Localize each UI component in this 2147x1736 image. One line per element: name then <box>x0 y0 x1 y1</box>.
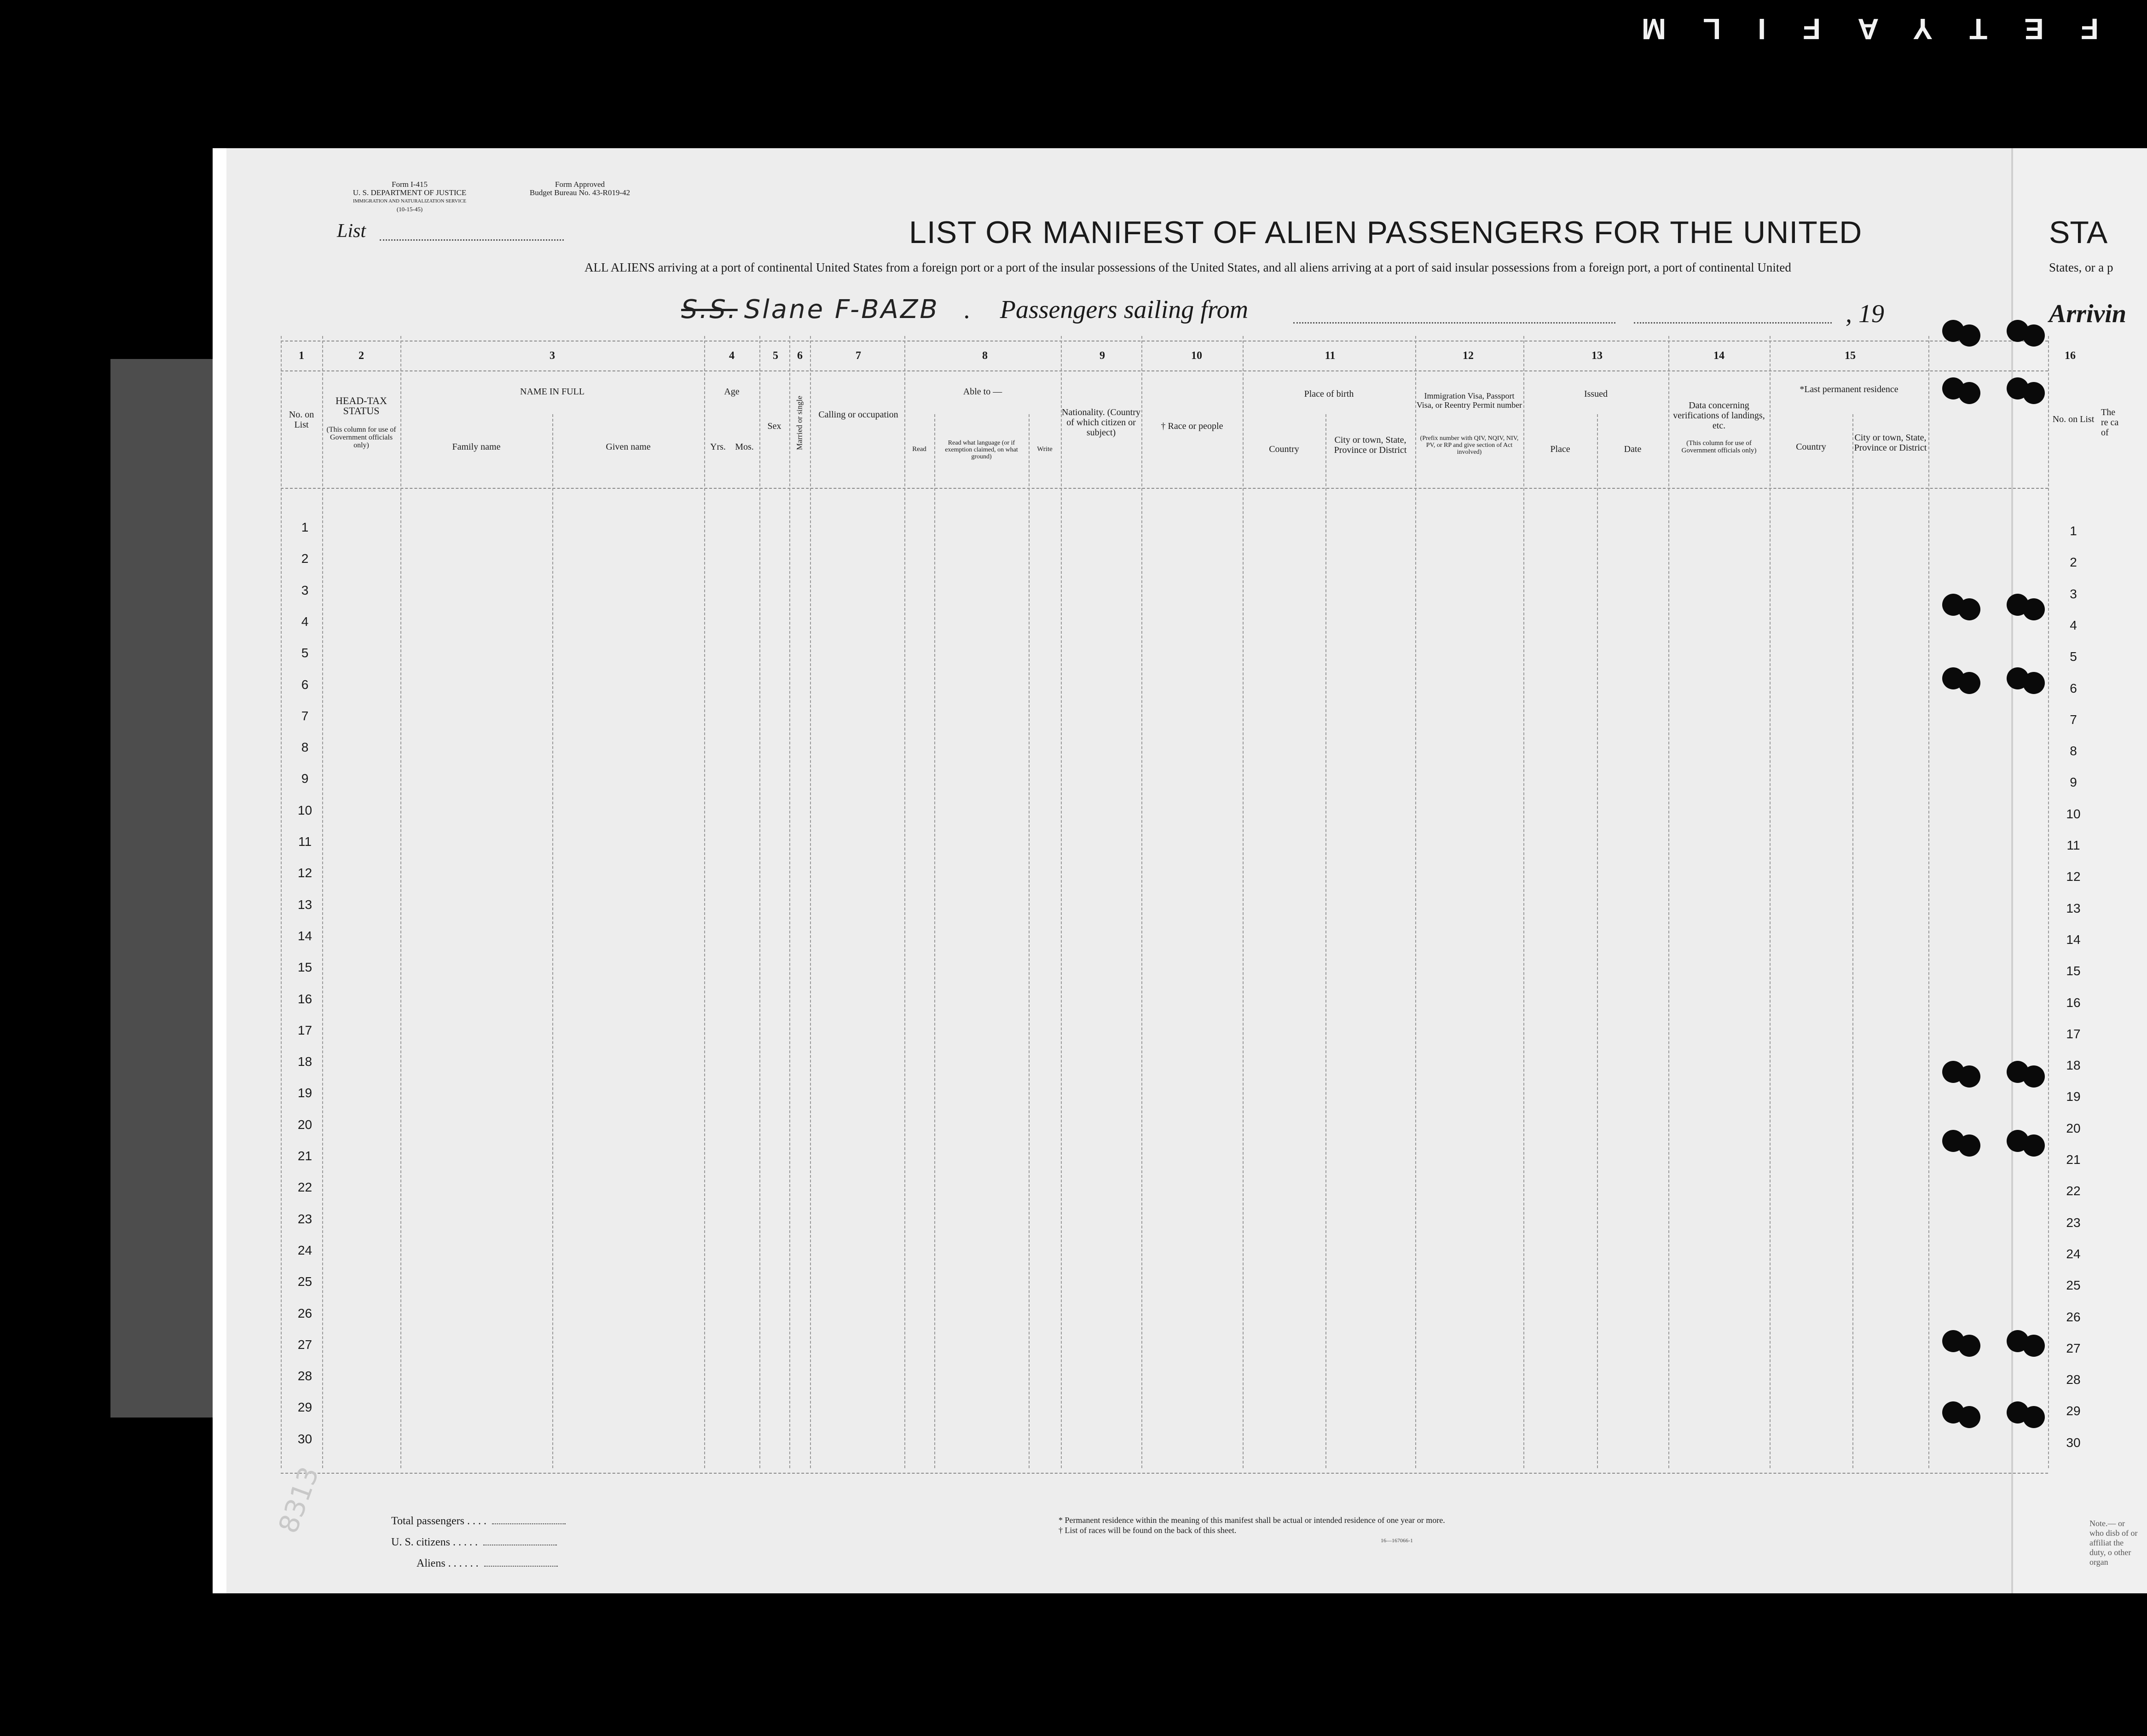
sailing-from: Passengers sailing from <box>1000 295 1249 324</box>
row-number: 24 <box>297 1243 313 1257</box>
budget: Budget Bureau No. 43-R019-42 <box>529 188 631 197</box>
punch-hole <box>1958 672 1980 694</box>
row-number: 20 <box>297 1117 313 1132</box>
punch-hole <box>2023 324 2045 347</box>
row-number-right: 25 <box>2066 1278 2081 1293</box>
col-number: 2 <box>359 350 364 362</box>
header-residence-country: Country <box>1796 442 1826 452</box>
row-number-right: 24 <box>2066 1246 2081 1261</box>
header-read: Read <box>912 446 926 453</box>
header-family-name: Family name <box>452 442 501 452</box>
punch-hole <box>1958 598 1980 620</box>
row-number-right: 2 <box>2070 555 2077 570</box>
row-number: 14 <box>297 928 313 943</box>
print-code: 16—167066-1 <box>1381 1537 1413 1544</box>
page-title: LIST OR MANIFEST OF ALIEN PASSENGERS FOR THE UNITED <box>909 215 1863 250</box>
arriving-label: Arrivin <box>2049 300 2127 328</box>
list-label: List <box>337 220 366 242</box>
form-approval <box>511 180 649 197</box>
col-number: 11 <box>1325 350 1336 362</box>
row-number-right: 17 <box>2066 1026 2081 1041</box>
row-number: 3 <box>301 583 309 597</box>
row-number-right: 1 <box>2070 524 2077 538</box>
header-mos: Mos. <box>735 442 754 452</box>
ship-prefix: S.S. <box>681 295 738 324</box>
row-number-right: 7 <box>2070 712 2077 727</box>
row-number: 12 <box>297 866 313 880</box>
header-immigration-visa-note: (Prefix number with QIV, NQIV, NIV, PV, or RP and give section of Act involved) <box>1420 435 1519 456</box>
row-number-right: 27 <box>2066 1341 2081 1355</box>
row-number: 4 <box>301 614 309 629</box>
row-number-right: 9 <box>2070 775 2077 790</box>
form-info <box>331 180 488 214</box>
scan-bottom-margin <box>0 1593 2147 1736</box>
header-head-tax: HEAD-TAX STATUS <box>336 395 387 417</box>
punch-hole <box>1958 1406 1980 1428</box>
col-number: 1 <box>299 350 304 362</box>
header-birth-city: City or town, State, Province or District <box>1334 435 1407 455</box>
col-number: 9 <box>1100 350 1105 362</box>
row-number-right: 10 <box>2066 806 2081 821</box>
department: U. S. DEPARTMENT OF JUSTICE <box>353 188 467 197</box>
ship-line: S.S. Slane F-BAZB . Passengers sailing from <box>681 295 1249 324</box>
row-number: 8 <box>301 740 309 755</box>
page-edge <box>213 148 226 1593</box>
right-page-note: Note.— or who disb of or affiliat the duty, o other organ <box>2089 1519 2138 1567</box>
punch-hole <box>2023 1065 2045 1088</box>
row-number: 19 <box>297 1086 313 1100</box>
punch-hole <box>2023 1406 2045 1428</box>
row-number: 30 <box>297 1431 313 1446</box>
header-issued: Issued <box>1584 389 1608 399</box>
row-number-right: 19 <box>2066 1089 2081 1104</box>
row-number: 21 <box>297 1149 313 1163</box>
ship-name: Slane F-BAZB <box>744 295 939 324</box>
header-name-in-full: NAME IN FULL <box>520 387 584 397</box>
col-number: 3 <box>550 350 555 362</box>
header-read-language: Read what language (or if exemption claimed, on what ground) <box>945 440 1018 460</box>
form-date: (10-15-45) <box>396 206 423 213</box>
footnote-residence: * Permanent residence within the meaning of this manifest shall be actual or intended residence of one year or more. <box>1059 1516 1445 1525</box>
header-data-concerning: Data concerning verifications of landings, etc. <box>1673 400 1765 431</box>
row-number: 9 <box>301 771 309 786</box>
row-number: 2 <box>301 551 309 566</box>
row-number: 15 <box>297 960 313 975</box>
row-number-right: 15 <box>2066 964 2081 978</box>
row-number: 28 <box>297 1369 313 1383</box>
row-number: 23 <box>297 1211 313 1226</box>
punch-hole <box>2023 382 2045 404</box>
row-number: 6 <box>301 677 309 692</box>
aliens-label: Aliens <box>417 1557 446 1569</box>
subtitle-continued: States, or a p <box>2049 260 2113 274</box>
subtitle: ALL ALIENS arriving at a port of continental United States from a foreign port or a port of the insular possessions of the United States, and all aliens arriving at a port of said insular possessions from a foreign port, a port of continental United <box>584 260 1791 274</box>
header-last-residence: *Last permanent residence <box>1800 384 1898 394</box>
header-issued-date: Date <box>1624 444 1642 454</box>
row-number-right: 13 <box>2066 901 2081 915</box>
row-number: 18 <box>297 1054 313 1069</box>
stamp: 8313 <box>272 1463 325 1537</box>
row-number-right: 28 <box>2066 1372 2081 1387</box>
row-number: 1 <box>301 520 309 534</box>
header-race: † Race or people <box>1161 421 1223 431</box>
year: , 19 <box>1846 300 1884 328</box>
header-no-on-list-16: No. on List <box>2052 414 2095 424</box>
row-number: 25 <box>297 1274 313 1289</box>
punch-hole <box>1958 324 1980 347</box>
row-number: 13 <box>297 897 313 912</box>
col-number: 7 <box>856 350 861 362</box>
header-residence-city: City or town, State, Province or District <box>1854 433 1927 453</box>
punch-hole <box>1958 1134 1980 1157</box>
row-number-right: 26 <box>2066 1309 2081 1324</box>
header-data-concerning-note: (This column for use of Government officials only) <box>1681 440 1757 454</box>
row-number-right: 5 <box>2070 649 2077 664</box>
row-number-right: 30 <box>2066 1435 2081 1450</box>
row-number-right: 6 <box>2070 681 2077 695</box>
total-passengers-label: Total passengers <box>391 1515 464 1527</box>
row-number-right: 23 <box>2066 1215 2081 1230</box>
us-citizens-label: U. S. citizens <box>391 1536 450 1548</box>
list-line <box>380 239 564 241</box>
page-title-continued: STA <box>2049 215 2108 250</box>
film-strip-label: FETYAFILM <box>1604 12 2099 46</box>
row-number: 26 <box>297 1306 313 1320</box>
row-number: 17 <box>297 1023 313 1037</box>
header-birth-country: Country <box>1269 444 1299 454</box>
row-number-right: 16 <box>2066 995 2081 1010</box>
date-line <box>1634 322 1832 324</box>
punch-hole <box>2023 598 2045 620</box>
row-number-right: 11 <box>2066 838 2080 852</box>
approval: Form Approved <box>555 180 605 189</box>
header-sex: Sex <box>767 421 781 431</box>
header-no-on-list: No. on List <box>289 410 314 430</box>
row-number-right: 14 <box>2066 932 2081 947</box>
row-number: 5 <box>301 646 309 660</box>
row-number: 27 <box>297 1337 313 1352</box>
header-given-name: Given name <box>606 442 651 452</box>
row-number-right: 4 <box>2070 618 2077 632</box>
header-write: Write <box>1037 446 1053 453</box>
col-number: 12 <box>1463 350 1474 362</box>
row-number: 29 <box>297 1400 313 1415</box>
row-number-right: 29 <box>2066 1404 2081 1418</box>
sailing-line <box>1293 322 1615 324</box>
row-number-right: 8 <box>2070 744 2077 758</box>
col-number: 16 <box>2065 350 2076 362</box>
punch-hole <box>2023 672 2045 694</box>
punch-hole <box>1958 382 1980 404</box>
header-place-of-birth: Place of birth <box>1304 389 1354 399</box>
header-head-tax-note: (This column for use of Government officials only) <box>326 426 396 449</box>
totals-block: Total passengers . . . . U. S. citizens . . . . . Aliens . . . . . . <box>391 1510 566 1574</box>
row-number: 7 <box>301 708 309 723</box>
row-number: 10 <box>297 803 313 817</box>
header-issued-place: Place <box>1550 444 1570 454</box>
col-number: 5 <box>773 350 778 362</box>
col-number: 6 <box>797 350 803 362</box>
form-number: Form I-415 <box>392 180 428 189</box>
header-able-to: Able to — <box>963 387 1002 397</box>
scan-background <box>110 359 221 1418</box>
col-number: 15 <box>1845 350 1856 362</box>
punch-hole <box>2023 1335 2045 1357</box>
row-number: 22 <box>297 1180 313 1195</box>
header-age: Age <box>724 387 740 397</box>
header-calling: Calling or occupation <box>818 410 898 420</box>
footnote-races: † List of races will be found on the back of this sheet. <box>1059 1526 1237 1535</box>
row-number-right: 21 <box>2066 1152 2081 1167</box>
header-nationality: Nationality. (Country of which citizen or subject) <box>1062 407 1140 438</box>
row-number-right: 18 <box>2066 1058 2081 1073</box>
row-number-right: 3 <box>2070 586 2077 601</box>
col-number: 4 <box>729 350 735 362</box>
header-married: Married or single <box>795 395 804 451</box>
col-number: 10 <box>1191 350 1202 362</box>
col-number: 14 <box>1713 350 1725 362</box>
header-col17-fragment: The re ca of <box>2101 407 2119 438</box>
header-immigration-visa: Immigration Visa, Passport Visa, or Reentry Permit number <box>1416 391 1522 410</box>
row-number-right: 22 <box>2066 1184 2081 1198</box>
punch-hole <box>1958 1065 1980 1088</box>
row-number: 16 <box>297 991 313 1006</box>
col-number: 8 <box>982 350 988 362</box>
punch-hole <box>2023 1134 2045 1157</box>
header-yrs: Yrs. <box>710 442 726 452</box>
manifest-table <box>281 336 2119 1464</box>
row-number: 11 <box>298 834 312 849</box>
service: IMMIGRATION AND NATURALIZATION SERVICE <box>353 198 467 204</box>
col-number: 13 <box>1591 350 1603 362</box>
row-number-right: 12 <box>2066 869 2081 884</box>
row-number-right: 20 <box>2066 1121 2081 1135</box>
footnotes <box>1059 1515 1445 1545</box>
punch-hole <box>1958 1335 1980 1357</box>
